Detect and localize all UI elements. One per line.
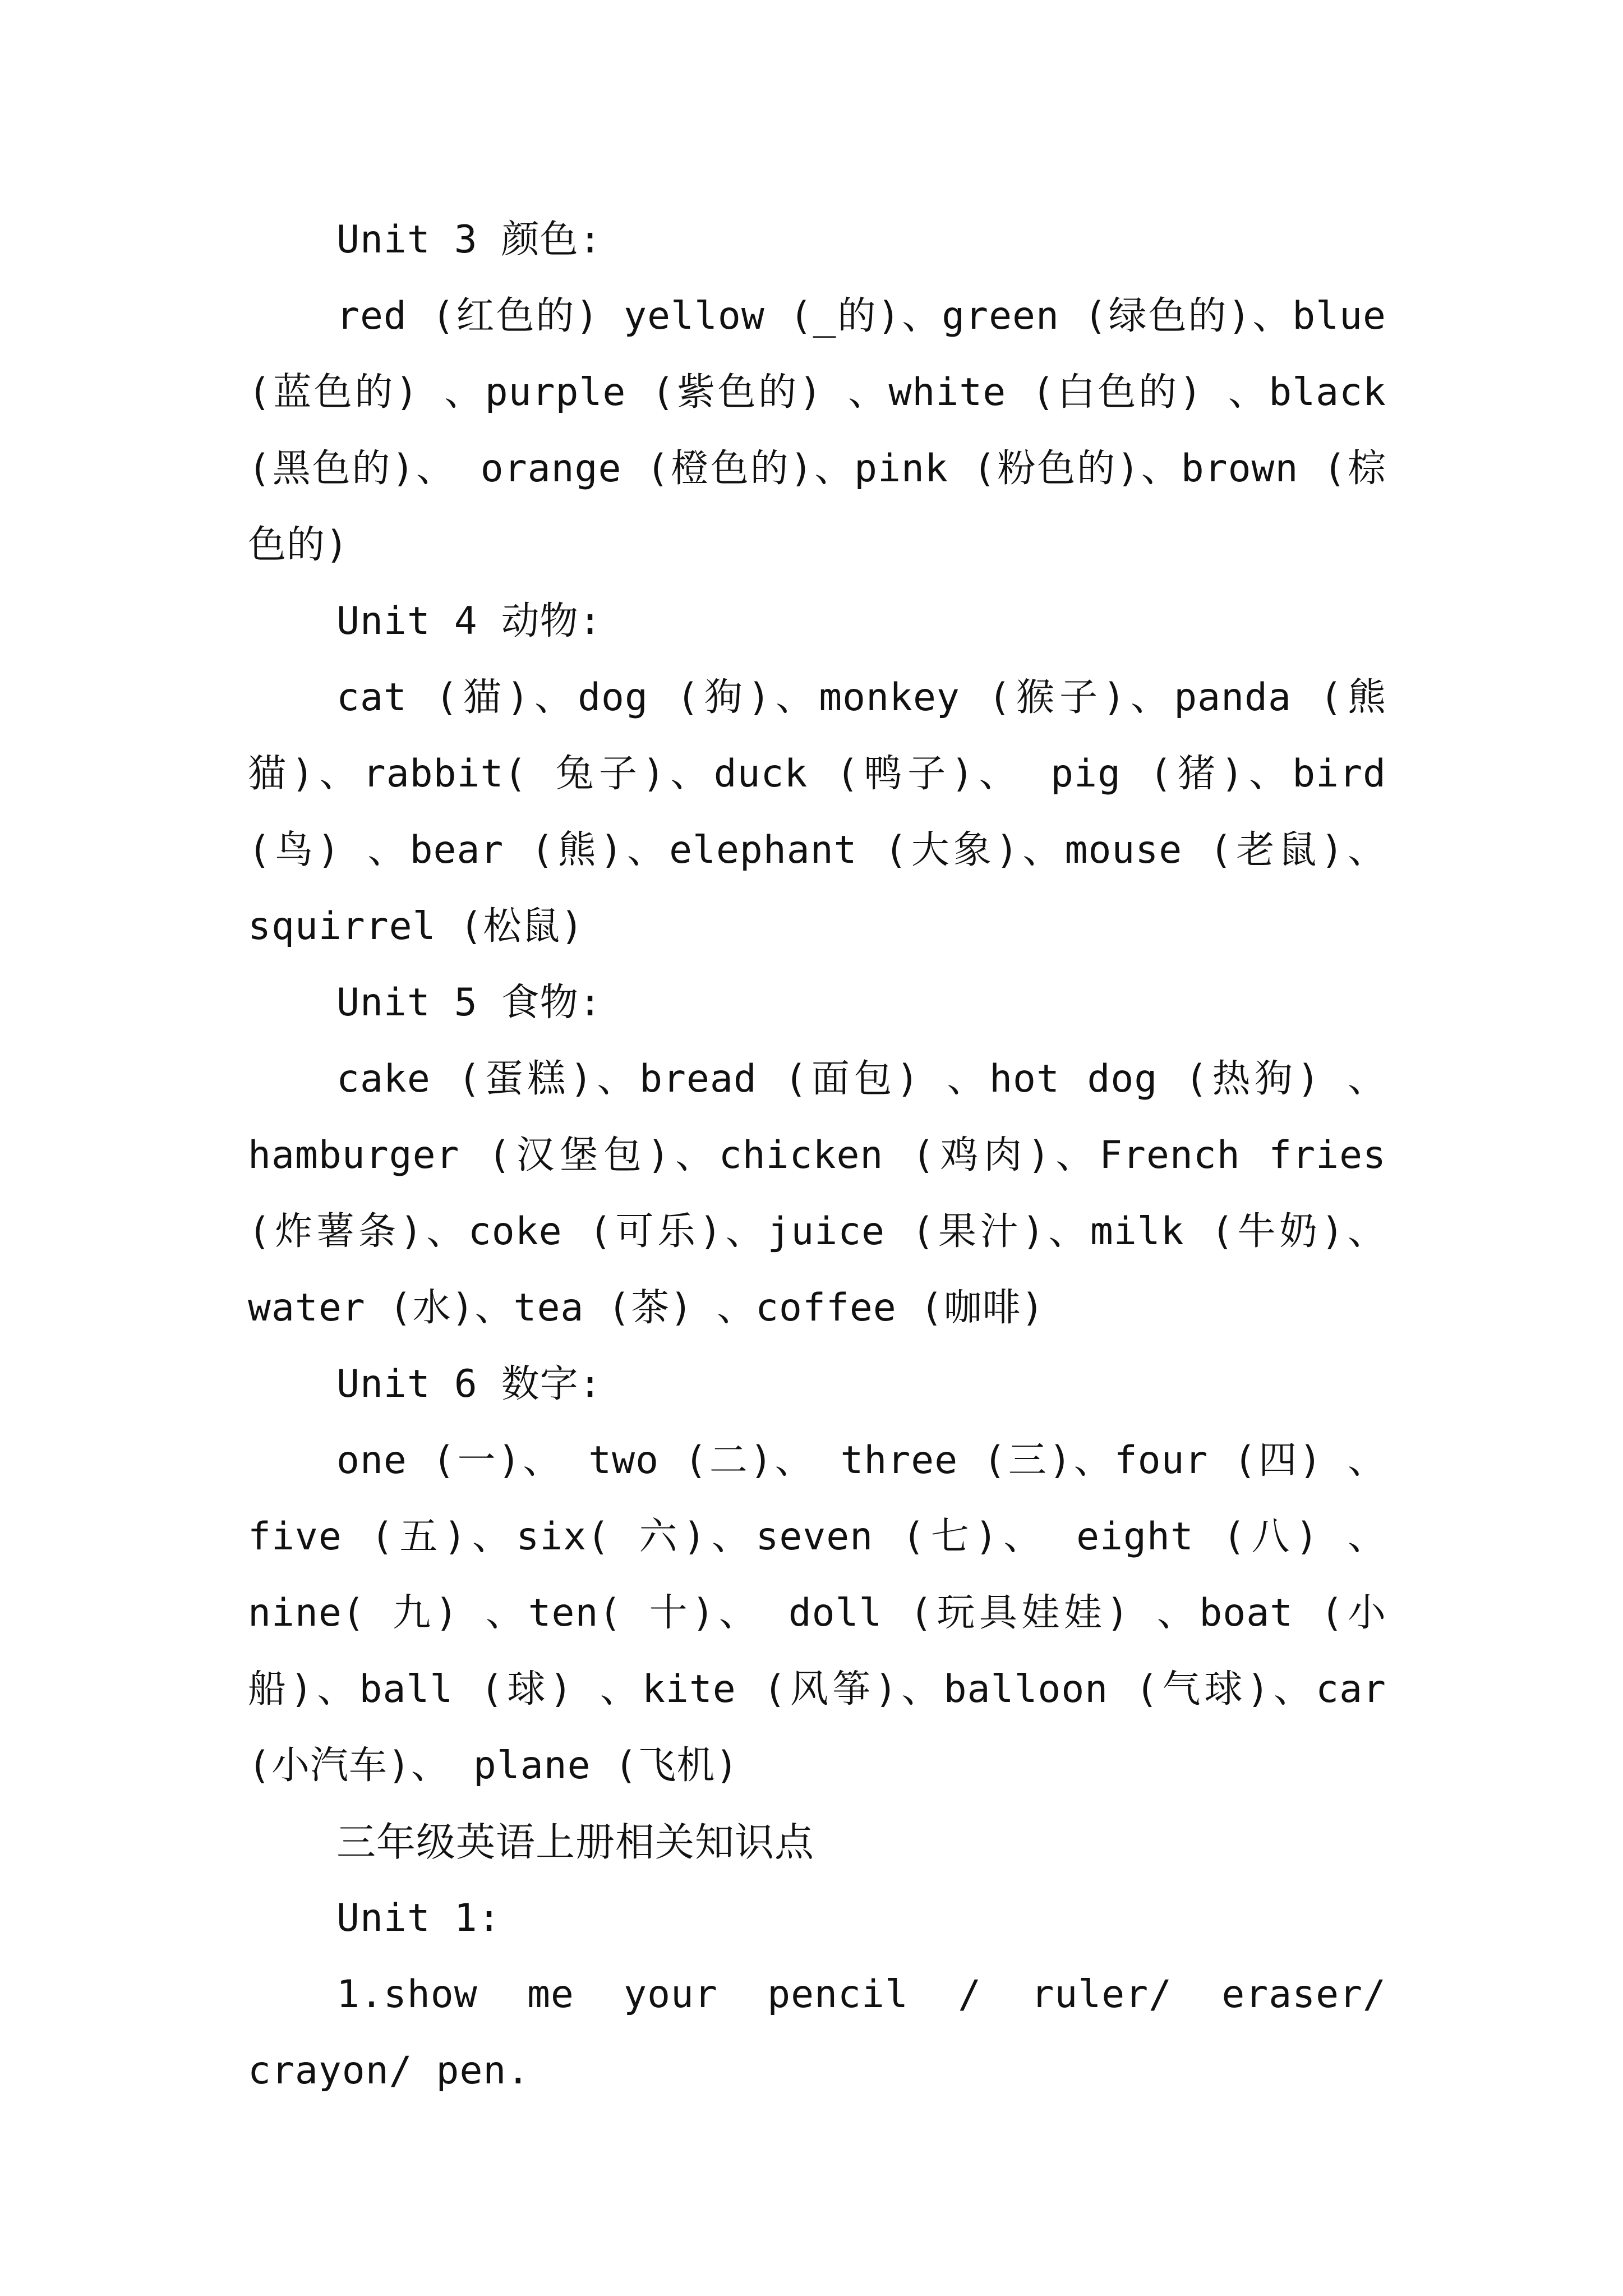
unit5-food-vocabulary: cake (蛋糕)、bread (面包) 、hot dog (热狗) 、hamburger (汉堡包)、chicken (鸡肉)、French fries (炸薯条)、coke (可乐)、juice (果汁)、milk (牛奶)、water (水)、tea (茶) 、coffee (咖啡)	[248, 1057, 1386, 1330]
document-content	[248, 202, 1386, 2109]
unit6-numbers-vocabulary: one (一)、 two (二)、 three (三)、four (四) 、five (五)、six( 六)、seven (七)、 eight (八) 、nine( 九) 、ten( 十)、 doll (玩具娃娃) 、boat (小船)、ball (球) 、kite (风筝)、balloon (气球)、car (小汽车)、 plane (飞机)	[248, 1438, 1386, 1788]
grade3-english-knowledge-title: 三年级英语上册相关知识点	[336, 1819, 814, 1865]
unit4-animals-vocabulary: cat (猫)、dog (狗)、monkey (猴子)、panda (熊猫)、rabbit( 兔子)、duck (鸭子)、 pig (猪)、bird (鸟) 、bear (熊)、elephant (大象)、mouse (老鼠)、squirrel (松鼠)	[248, 675, 1386, 949]
unit3-heading: Unit 3 颜色:	[336, 218, 602, 262]
unit3-colors-vocabulary: red (红色的) yellow (_的)、green (绿色的)、blue (蓝色的) 、purple (紫色的) 、white (白色的) 、black (黑色的)、 orange (橙色的)、pink (粉色的)、brown (棕色的)	[248, 294, 1386, 567]
unit1-heading: Unit 1:	[336, 1896, 501, 1940]
unit6-heading: Unit 6 数字:	[336, 1362, 602, 1406]
unit5-heading: Unit 5 食物:	[336, 981, 602, 1025]
unit4-heading: Unit 4 动物:	[336, 599, 602, 643]
unit1-sentence: 1.show me your pencil / ruler/ eraser/ crayon/ pen.	[248, 1972, 1386, 2093]
